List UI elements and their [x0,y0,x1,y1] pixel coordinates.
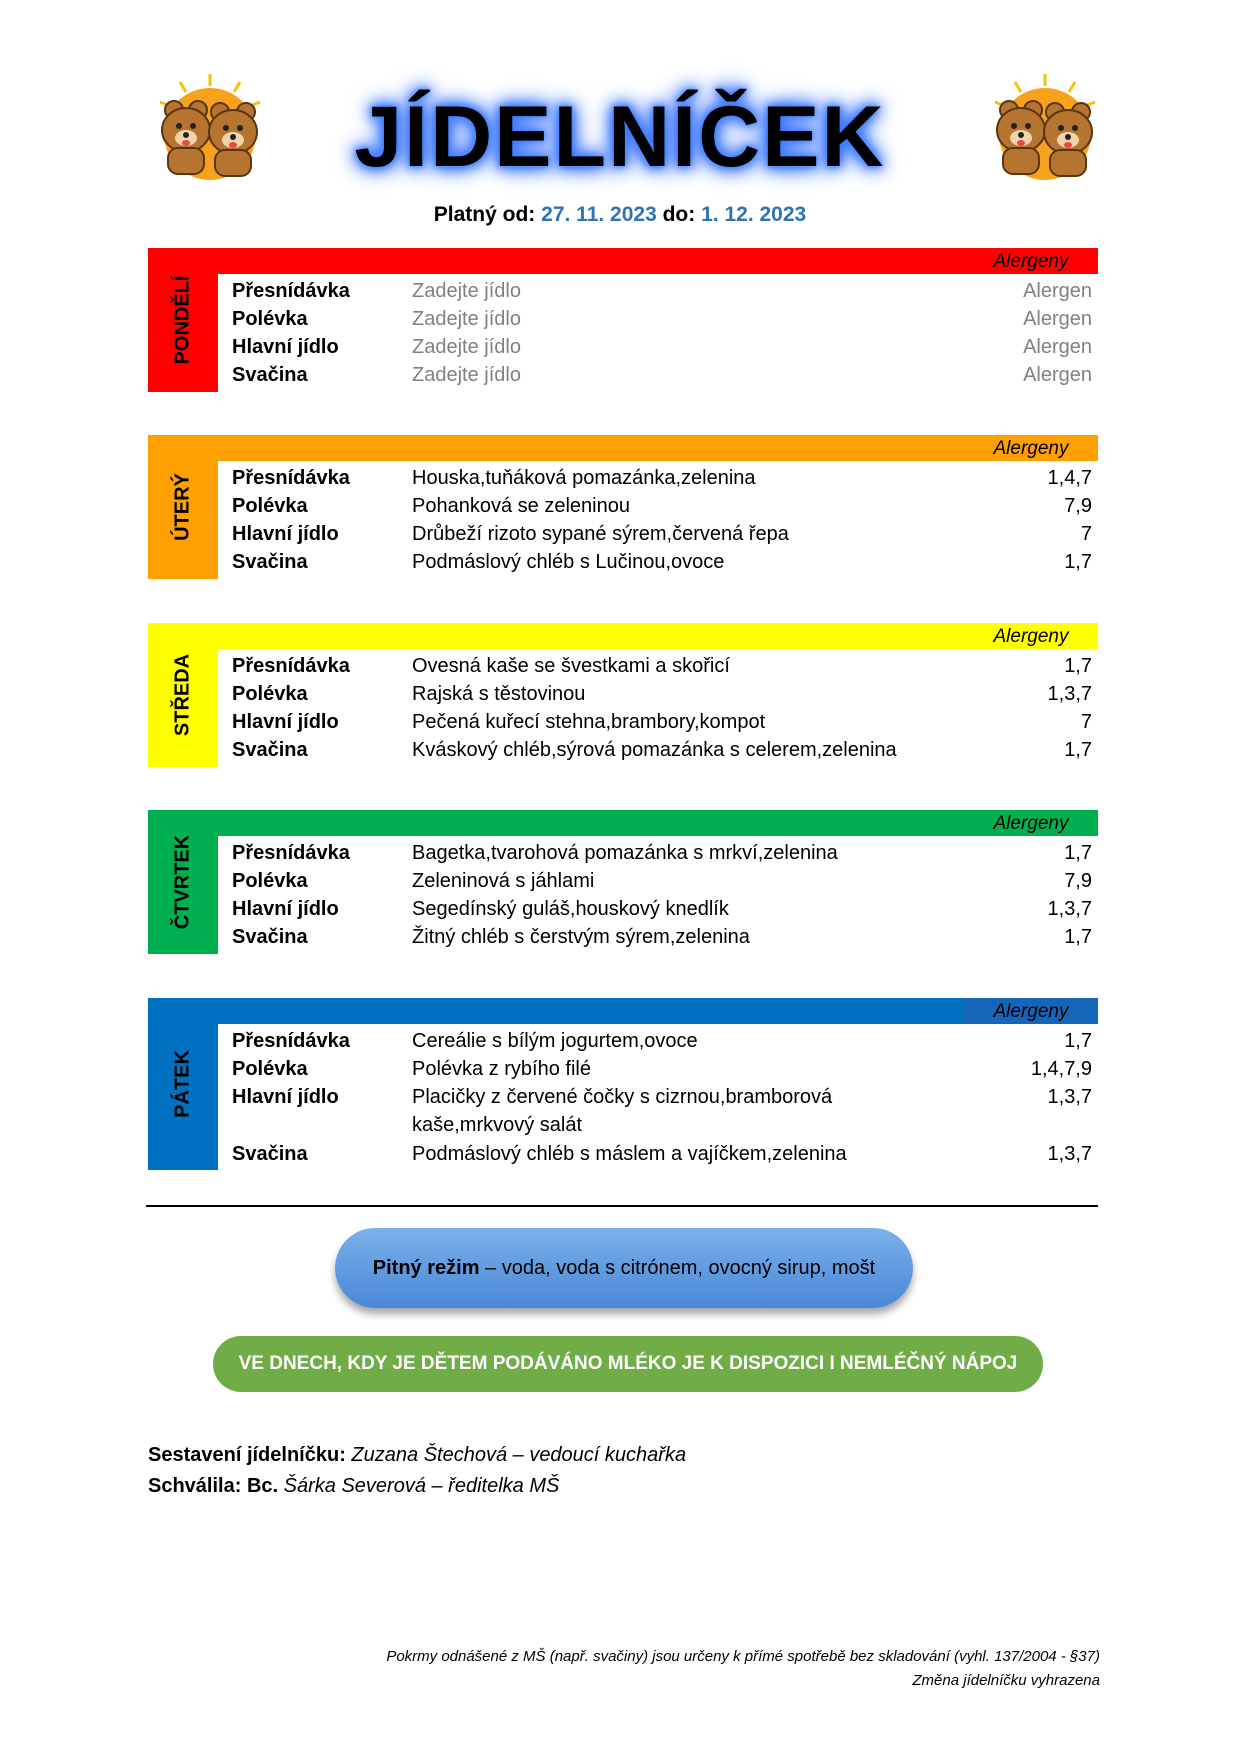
menu-row [232,652,1092,680]
menu-row [232,708,1092,736]
allergen-value: 1,3,7 [1047,1086,1092,1108]
day-block-wednesday [148,623,1098,767]
menu-row [232,1027,1092,1055]
drinks-text: – voda, voda s citrónem, ovocný sirup, mošt [479,1257,876,1279]
validity-from-label: Platný od: [433,203,536,226]
day-band-friday [148,998,218,1170]
menu-row [232,839,1092,867]
divider [146,1205,1098,1207]
food-name-continued: kaše,mrkvový salát [412,1114,583,1136]
day-label: PONDĚLÍ [171,275,194,365]
day-block-friday [148,998,1098,1170]
allergen-value: 7,9 [1064,495,1092,517]
day-band-tuesday [148,435,218,579]
footer-note-changes: Změna jídelníčku vyhrazena [912,1672,1100,1689]
allergen-value: 1,3,7 [1047,683,1092,705]
allergen-header: Alergeny [964,810,1098,836]
allergen-value: 1,7 [1064,551,1092,573]
allergen-value: Alergen [1023,336,1092,358]
food-name: Rajská s těstovinou [412,683,586,705]
day-block-tuesday [148,435,1098,579]
food-name: Houska,tuňáková pomazánka,zelenina [412,467,756,489]
food-name: Kváskový chléb,sýrová pomazánka s celerem,zelenina [412,739,897,761]
food-name: Zeleninová s jáhlami [412,870,595,892]
food-name: Zadejte jídlo [412,280,521,302]
allergen-value: 1,4,7,9 [1030,1058,1092,1080]
day-header-bar [218,435,1098,461]
approved-label: Schválila: [148,1475,242,1497]
allergen-header: Alergeny [964,248,1098,274]
food-name: Pečená kuřecí stehna,brambory,kompot [412,711,766,733]
food-name: Polévka z rybího filé [412,1058,591,1080]
day-header-bar [218,248,1098,274]
meal-name: Polévka [232,870,308,892]
food-name: Zadejte jídlo [412,364,521,386]
food-name: Placičky z červené čočky s cizrnou,bramborová [412,1086,833,1108]
meal-name: Polévka [232,495,308,517]
meal-name: Polévka [232,683,308,705]
menu-row [232,895,1092,923]
meal-name: Svačina [232,364,308,386]
day-band-thursday [148,810,218,954]
day-band-wednesday [148,623,218,767]
meal-name: Hlavní jídlo [232,523,339,545]
allergen-value: 1,3,7 [1047,898,1092,920]
meal-name: Svačina [232,926,308,948]
food-name: Drůbeží rizoto sypané sýrem,červená řepa [412,523,789,545]
approved-title: Bc. [246,1475,279,1497]
allergen-value: 1,7 [1064,1030,1092,1052]
drinking-regime-note [335,1228,913,1308]
allergen-value: 1,7 [1064,842,1092,864]
meal-name: Svačina [232,551,308,573]
menu-row [232,548,1092,576]
allergen-value: 1,7 [1064,739,1092,761]
meal-name: Přesnídávka [232,842,350,864]
day-label: ÚTERÝ [171,473,194,541]
menu-row [232,305,1092,333]
page-title: JÍDELNÍČEK [354,89,886,185]
menu-row [232,361,1092,389]
menu-row [232,333,1092,361]
day-block-thursday [148,810,1098,954]
meal-name: Svačina [232,739,308,761]
meal-name: Přesnídávka [232,655,350,677]
allergen-value: Alergen [1023,364,1092,386]
menu-row [232,736,1092,764]
allergen-value: 7 [1080,711,1092,733]
food-name: Podmáslový chléb s máslem a vajíčkem,zelenina [412,1143,847,1165]
footer-note-storage: Pokrmy odnášené z MŠ (např. svačiny) jsou určeny k přímé spotřebě bez skladování (vyhl. 137/2004 - §37) [386,1648,1100,1665]
meal-name: Přesnídávka [232,467,350,489]
menu-row [232,923,1092,951]
day-label: STŘEDA [171,653,194,737]
meal-name: Přesnídávka [232,280,350,302]
meal-name: Svačina [232,1143,308,1165]
menu-row [232,680,1092,708]
menu-row [232,520,1092,548]
menu-row [232,867,1092,895]
day-block-monday [148,248,1098,392]
day-label: ČTVRTEK [171,834,194,930]
milk-alternative-note: VE DNECH, KDY JE DĚTEM PODÁVÁNO MLÉKO JE K DISPOZICI I NEMLÉČNÝ NÁPOJ [213,1336,1043,1392]
approved-by [148,1475,559,1498]
allergen-header: Alergeny [964,998,1098,1024]
allergen-value: 1,7 [1064,926,1092,948]
allergen-value: Alergen [1023,308,1092,330]
validity-from-date: 27. 11. 2023 [541,203,657,226]
allergen-value: 1,3,7 [1047,1143,1092,1165]
menu-row [232,464,1092,492]
menu-row [232,1083,1092,1139]
menu-row [232,1055,1092,1083]
food-name: Bagetka,tvarohová pomazánka s mrkví,zelenina [412,842,838,864]
drinks-label: Pitný režim [372,1257,480,1279]
allergen-value: 7,9 [1064,870,1092,892]
validity-to-date: 1. 12. 2023 [701,203,807,226]
validity-line [0,203,1240,227]
meal-name: Hlavní jídlo [232,898,339,920]
meal-name: Polévka [232,308,308,330]
food-name: Zadejte jídlo [412,336,521,358]
meal-name: Hlavní jídlo [232,336,339,358]
allergen-header: Alergeny [964,623,1098,649]
allergen-value: 7 [1080,523,1092,545]
compiled-value: Zuzana Štechová – vedoucí kuchařka [351,1444,687,1466]
day-band-monday [148,248,218,392]
menu-row [232,492,1092,520]
validity-to-label: do: [662,203,696,226]
approved-value: Šárka Severová – ředitelka MŠ [283,1475,560,1497]
meal-name: Přesnídávka [232,1030,350,1052]
day-header-bar [218,623,1098,649]
allergen-value: Alergen [1023,280,1092,302]
day-label: PÁTEK [171,1050,194,1118]
menu-row [232,1140,1092,1168]
allergen-header: Alergeny [964,435,1098,461]
allergen-value: 1,4,7 [1047,467,1092,489]
compiled-label: Sestavení jídelníčku: [148,1444,346,1466]
meal-name: Hlavní jídlo [232,1086,339,1108]
food-name: Podmáslový chléb s Lučinou,ovoce [412,551,725,573]
food-name: Ovesná kaše se švestkami a skořicí [412,655,730,677]
meal-name: Polévka [232,1058,308,1080]
meal-name: Hlavní jídlo [232,711,339,733]
menu-row [232,277,1092,305]
food-name: Zadejte jídlo [412,308,521,330]
day-header-bar [218,998,1098,1024]
allergen-value: 1,7 [1064,655,1092,677]
food-name: Žitný chléb s čerstvým sýrem,zelenina [412,926,750,948]
food-name: Pohanková se zeleninou [412,495,630,517]
food-name: Segedínský guláš,houskový knedlík [412,898,729,920]
day-header-bar [218,810,1098,836]
food-name: Cereálie s bílým jogurtem,ovoce [412,1030,698,1052]
compiled-by [148,1444,686,1467]
